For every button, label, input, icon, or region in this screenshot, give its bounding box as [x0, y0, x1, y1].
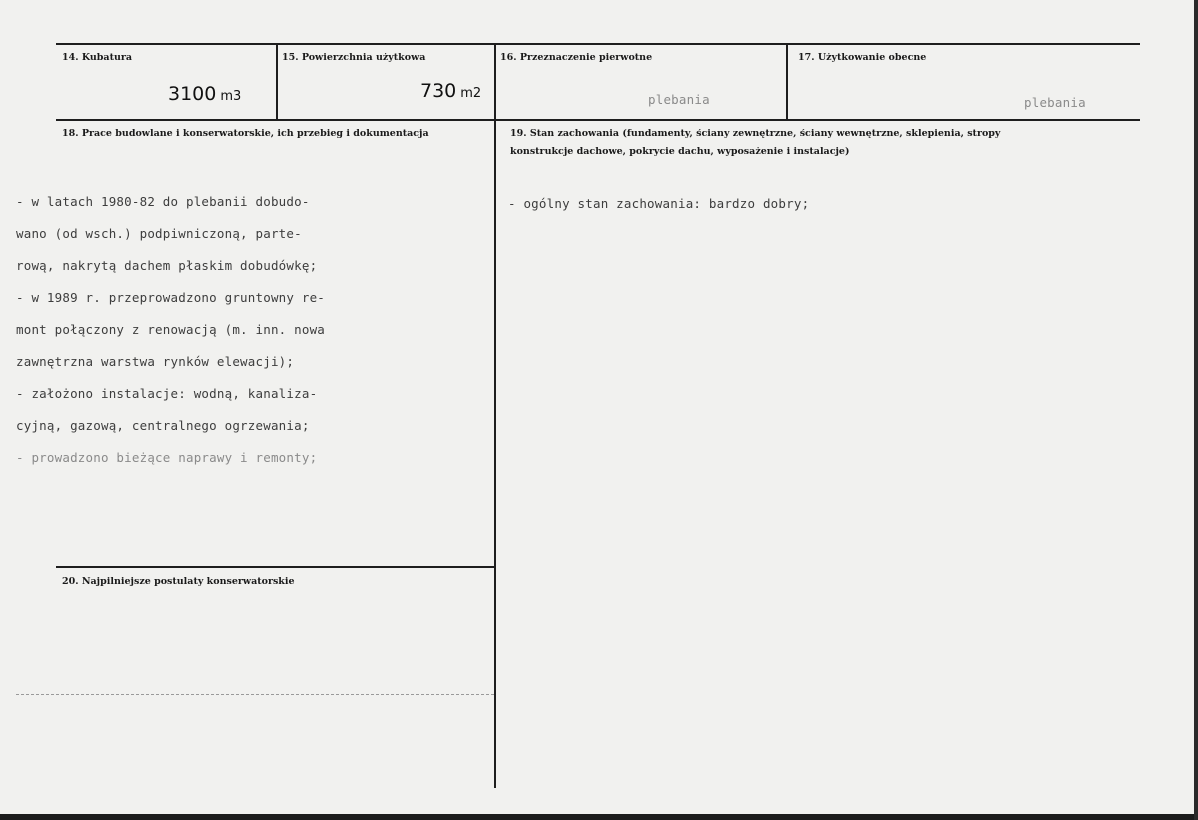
field-15-label: 15. Powierzchnia użytkowa: [282, 52, 426, 63]
kubatura-unit: m3: [220, 89, 242, 104]
powierzchnia-value: 730: [420, 80, 457, 102]
field-15-value: [420, 80, 481, 102]
powierzchnia-unit: m2: [460, 86, 482, 101]
field-18-line: rową, nakrytą dachem płaskim dobudówkę;: [16, 258, 318, 273]
field-18-label: 18. Prace budowlane i konserwatorskie, ich przebieg i dokumentacja: [62, 128, 429, 139]
field-18-text: [16, 186, 325, 474]
field-18-line: mont połączony z renowacją (m. inn. nowa: [16, 322, 326, 337]
field-17-label: 17. Użytkowanie obecne: [798, 52, 927, 63]
top-rule: [56, 43, 1140, 45]
field-18-line: wano (od wsch.) podpiwniczoną, parte-: [16, 226, 302, 241]
field-18-line: cyjną, gazową, centralnego ogrzewania;: [16, 418, 310, 433]
field-19-label-line2: konstrukcje dachowe, pokrycie dachu, wyposażenie i instalacje): [510, 146, 850, 157]
divider-16-17: [786, 44, 788, 120]
field-20-label: 20. Najpilniejsze postulaty konserwatorskie: [62, 576, 295, 587]
field-20-rule: [56, 566, 494, 568]
field-16-label: 16. Przeznaczenie pierwotne: [500, 52, 653, 63]
middle-rule: [56, 119, 1140, 121]
field-14-value: [168, 83, 241, 105]
field-19-line: - ogólny stan zachowania: bardzo dobry;: [508, 196, 810, 211]
field-19-label-line1: 19. Stan zachowania (fundamenty, ściany zewnętrzne, ściany wewnętrzne, sklepienia, stropy: [510, 128, 1001, 139]
dashed-rule: [16, 694, 494, 695]
field-18-line: - w 1989 r. przeprowadzono gruntowny re-: [16, 290, 326, 305]
divider-15-16: [494, 44, 496, 788]
kubatura-value: 3100: [168, 83, 217, 105]
field-18-line: - prowadzono bieżące naprawy i remonty;: [16, 450, 318, 465]
field-18-line: - założono instalacje: wodną, kanaliza-: [16, 386, 318, 401]
divider-14-15: [276, 44, 278, 120]
field-14-label: 14. Kubatura: [62, 52, 133, 63]
field-17-value: plebania: [1024, 95, 1086, 110]
field-18-line: - w latach 1980-82 do plebanii dobudo-: [16, 194, 310, 209]
field-18-line: zawnętrzna warstwa rynków elewacji);: [16, 354, 295, 369]
field-16-value: plebania: [648, 92, 710, 107]
